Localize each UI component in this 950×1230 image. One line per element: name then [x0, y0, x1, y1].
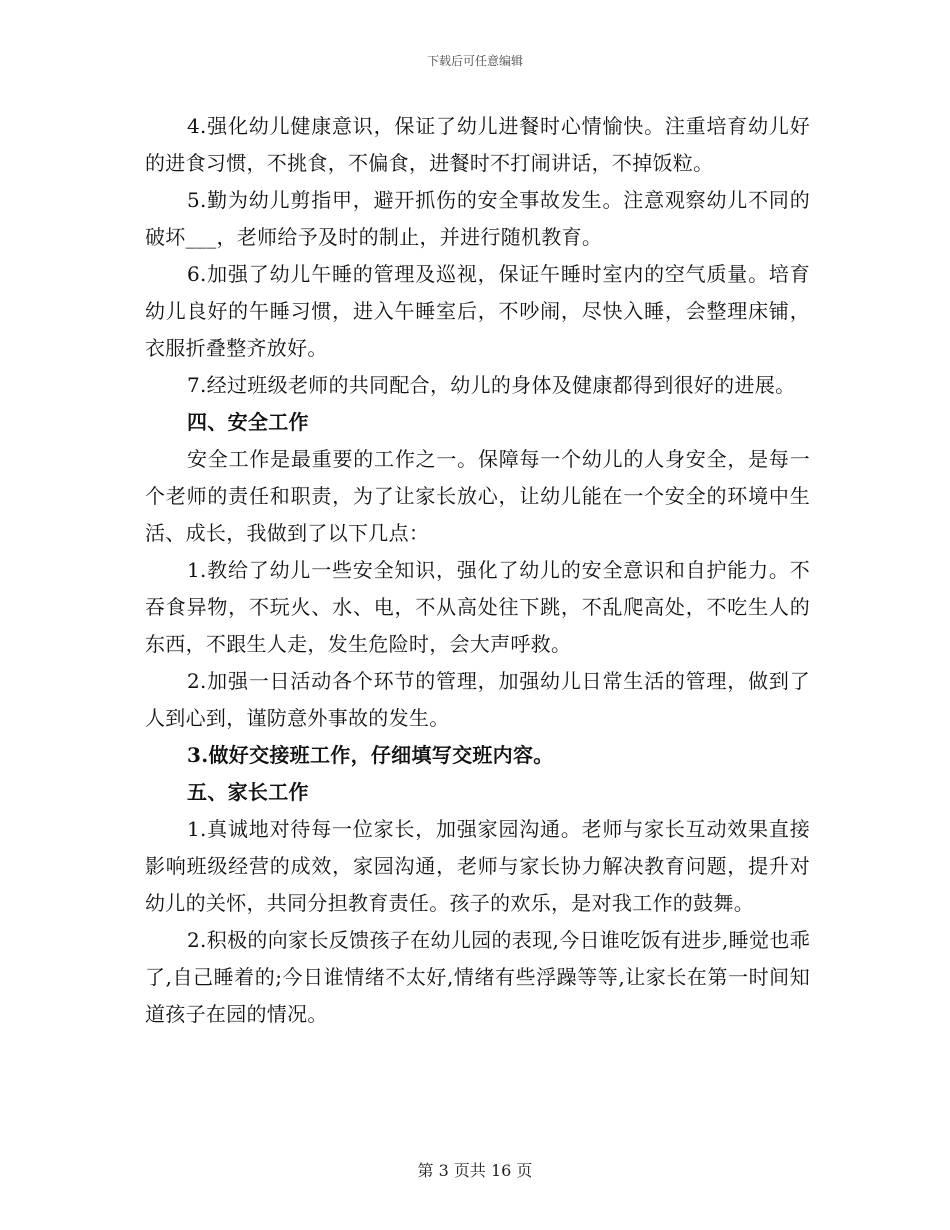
section-heading: 四、安全工作	[187, 410, 309, 434]
paragraph: 6.加强了幼儿午睡的管理及巡视，保证午睡时室内的空气质量。培育幼儿良好的午睡习惯，进入午睡室后，不吵闹，尽快入睡，会整理床铺，衣服折叠整齐放好。	[145, 262, 810, 360]
page-number: 第 3 页共 16 页	[417, 1161, 533, 1180]
paragraph: 2.积极的向家长反馈孩子在幼儿园的表现,今日谁吃饭有进步,睡觉也乖了,自己睡着的;今日谁情绪不太好,情绪有些浮躁等等,让家长在第一时间知道孩子在园的情况。	[145, 928, 810, 1026]
page-header: 下载后可任意编辑	[426, 54, 523, 68]
section-heading: 五、家长工作	[187, 780, 309, 804]
paragraph: 5.勤为幼儿剪指甲，避开抓伤的安全事故发生。注意观察幼儿不同的破坏___，老师给予及时的制止，并进行随机教育。	[145, 188, 810, 249]
paragraph: 4.强化幼儿健康意识，保证了幼儿进餐时心情愉快。注重培育幼儿好的进食习惯，不挑食，不偏食，进餐时不打闹讲话，不掉饭粒。	[145, 114, 810, 175]
paragraph: 安全工作是最重要的工作之一。保障每一个幼儿的人身安全，是每一个老师的责任和职责，为了让家长放心，让幼儿能在一个安全的环境中生活、成长，我做到了以下几点：	[145, 447, 810, 545]
paragraph: 2.加强一日活动各个环节的管理，加强幼儿日常生活的管理，做到了人到心到，谨防意外事故的发生。	[145, 669, 810, 730]
bold-paragraph: 3.做好交接班工作，仔细填写交班内容。	[187, 743, 554, 767]
document-body	[145, 108, 810, 1033]
paragraph: 1.教给了幼儿一些安全知识，强化了幼儿的安全意识和自护能力。不吞食异物，不玩火、水、电，不从高处往下跳，不乱爬高处，不吃生人的东西，不跟生人走，发生危险时，会大声呼救。	[145, 558, 810, 656]
paragraph: 7.经过班级老师的共同配合，幼儿的身体及健康都得到很好的进展。	[187, 373, 796, 397]
paragraph: 1.真诚地对待每一位家长，加强家园沟通。老师与家长互动效果直接影响班级经营的成效，家园沟通，老师与家长协力解决教育问题，提升对幼儿的关怀，共同分担教育责任。孩子的欢乐，是对我工作的鼓舞。	[145, 817, 810, 915]
